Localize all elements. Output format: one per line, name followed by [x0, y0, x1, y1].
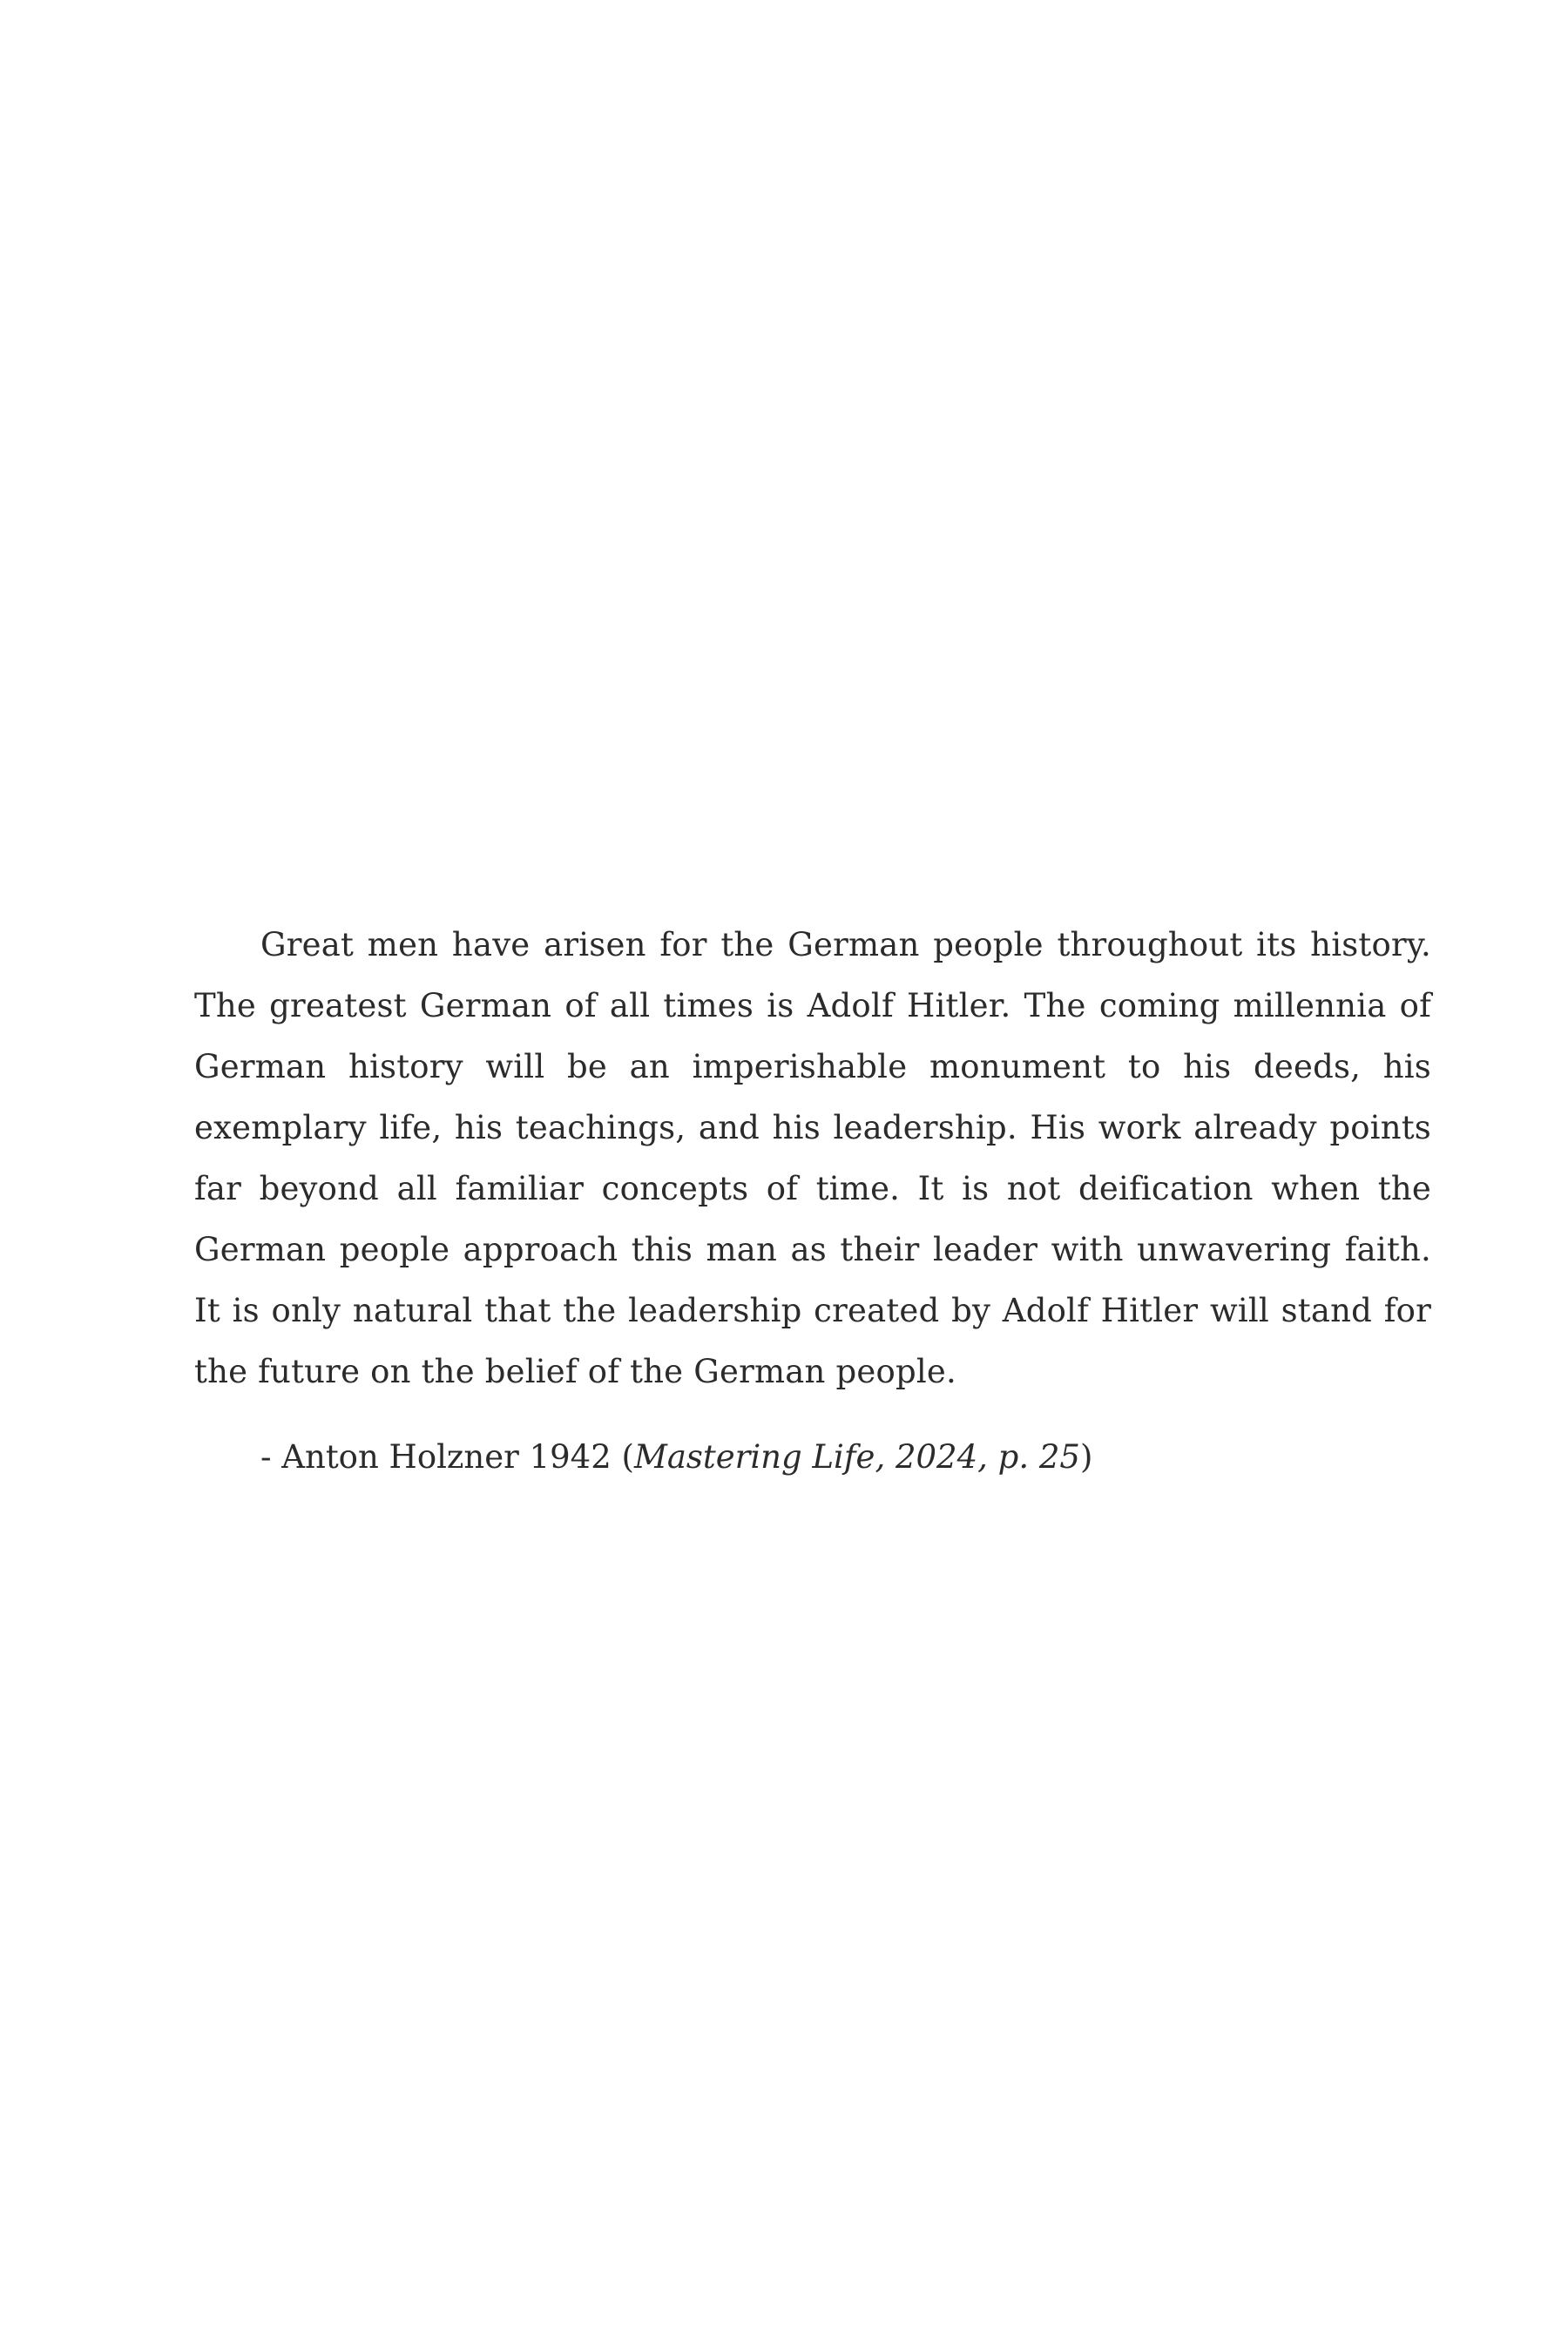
- attribution-line: [194, 1427, 1431, 1488]
- attribution-source: Mastering Life, 2024, p. 25: [633, 1438, 1080, 1476]
- quote-block: [194, 915, 1431, 1488]
- attribution-author: - Anton Holzner 1942: [260, 1438, 622, 1476]
- attribution-close-paren: ): [1079, 1438, 1093, 1476]
- attribution-open-paren: (: [621, 1438, 634, 1476]
- quote-paragraph: Great men have arisen for the German people throughout its history. The greatest German of all times is Adolf Hitler. The coming millennia of German history will be an imperishable monument to his deeds, his exemplary life, his teachings, and his leadership. His work already points far beyond all familiar concepts of time. It is not deification when the German people approach this man as their leader with unwavering faith. It is only natural that the leadership created by Adolf Hitler will stand for the future on the belief of the German people.: [194, 926, 1431, 1390]
